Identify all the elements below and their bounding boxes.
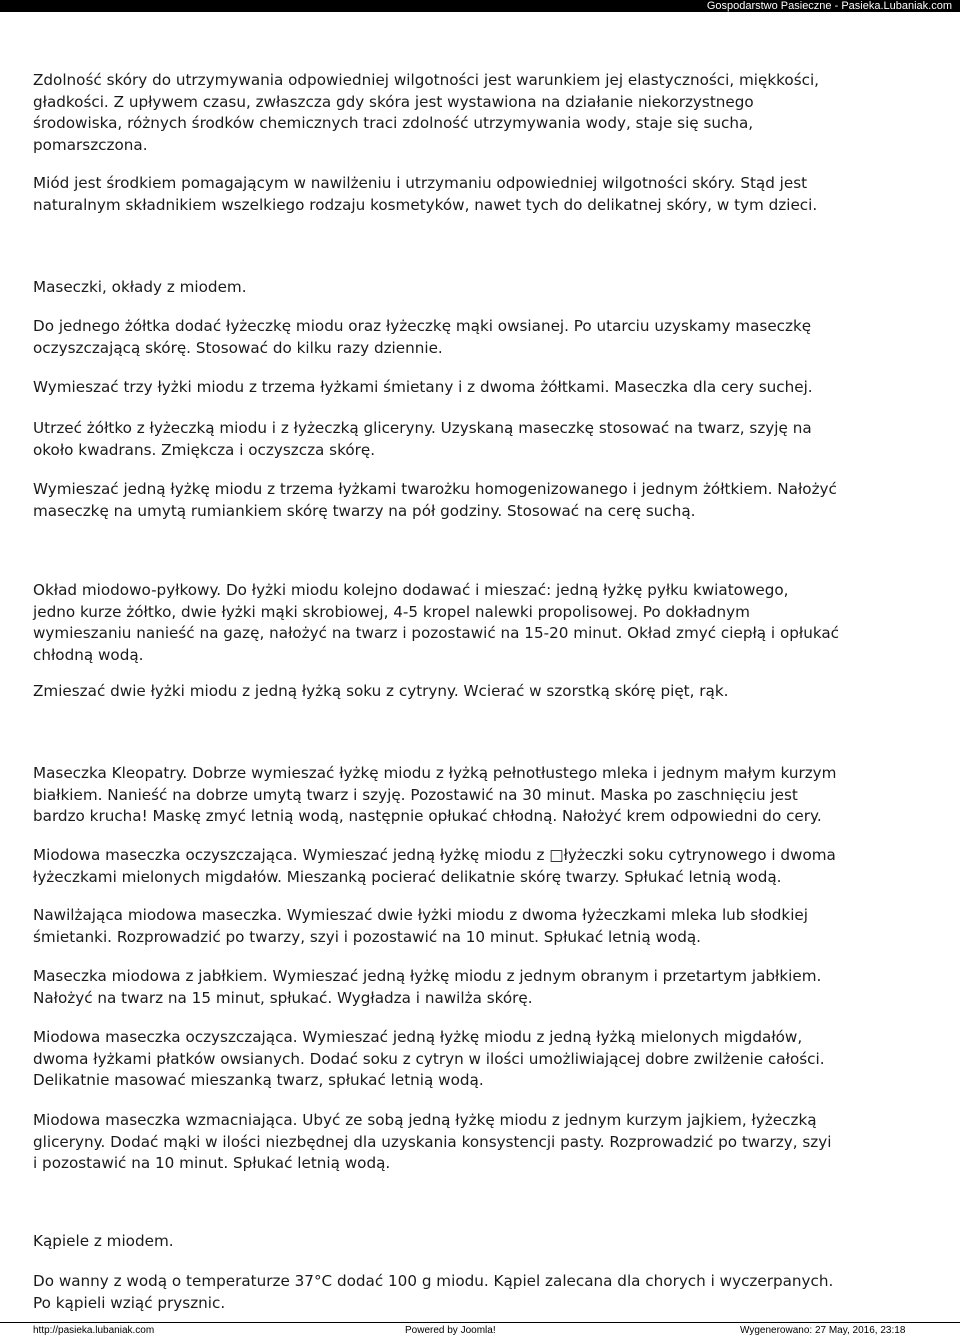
text-line: dwoma łyżkami płatków owsianych. Dodać soku z cytryn w ilości umożliwiającej dobre zwilżenie całości. <box>33 1049 825 1068</box>
text-line: Miodowa maseczka wzmacniająca. Ubyć ze sobą jedną łyżkę miodu z jednym kurzym jajkiem, łyżeczką <box>33 1111 817 1129</box>
text-line: gliceryny. Dodać mąki w ilości niezbędnej dla uzyskania konsystencji pasty. Rozprowadzić po twarzy, szyi <box>33 1132 832 1151</box>
text-line: naturalnym składnikiem wszelkiego rodzaju kosmetyków, nawet tych do delikatnej skóry, w tym dzieci. <box>33 195 818 214</box>
paragraph <box>33 580 928 667</box>
paragraph <box>33 173 928 216</box>
paragraph <box>33 681 928 703</box>
paragraph <box>33 377 928 399</box>
text-line: oczyszczającą skórę. Stosować do kilku razy dziennie. <box>33 338 443 357</box>
text-line: Miodowa maseczka oczyszczająca. Wymieszać jedną łyżkę miodu z □łyżeczki soku cytrynowego i dwoma <box>33 846 836 864</box>
header-bar <box>0 0 960 12</box>
text-line: maseczkę na umytą rumiankiem skórę twarzy na pół godziny. Stosować na cerę suchą. <box>33 501 696 520</box>
text-line: Po kąpieli wziąć prysznic. <box>33 1293 226 1312</box>
site-title: Gospodarstwo Pasieczne - Pasieka.Lubaniak.com <box>706 0 952 12</box>
page-footer <box>0 1322 960 1339</box>
text-line: białkiem. Nanieść na dobrze umytą twarz i szyję. Pozostawić na 30 minut. Maska po zaschnięciu jest <box>33 785 798 804</box>
section-heading <box>33 1231 928 1253</box>
paragraph <box>33 418 928 461</box>
text-line: Delikatnie masować mieszanką twarz, spłukać letnią wodą. <box>33 1071 484 1090</box>
paragraph <box>33 845 928 888</box>
text-line: Utrzeć żółtko z łyżeczką miodu i z łyżeczką gliceryny. Uzyskaną maseczkę stosować na twarz, szyję na <box>33 419 812 437</box>
text-line: Do jednego żółtka dodać łyżeczkę miodu oraz łyżeczkę mąki owsianej. Po utarciu uzyskamy maseczkę <box>33 317 812 335</box>
paragraph <box>33 316 928 359</box>
footer-powered-by: Powered by Joomla! <box>405 1325 496 1336</box>
text-line: wymieszaniu nanieść na gazę, nałożyć na twarz i pozostawić na 15-20 minut. Okład zmyć ciepłą i opłukać <box>33 624 840 643</box>
text-line: śmietanki. Rozprowadzić po twarzy, szyi i pozostawić na 10 minut. Spłukać letnią wodą. <box>33 927 702 946</box>
text-line: i pozostawić na 10 minut. Spłukać letnią wodą. <box>33 1154 391 1173</box>
text-line: Nałożyć na twarz na 15 minut, spłukać. Wygładza i nawilża skórę. <box>33 988 533 1007</box>
text-line: środowiska, różnych środków chemicznych traci zdolność utrzymywania wody, staje się sucha, <box>33 114 754 133</box>
paragraph <box>33 1027 928 1092</box>
text-line: Okład miodowo-pyłkowy. Do łyżki miodu kolejno dodawać i mieszać: jedną łyżkę pyłku kwiatowego, <box>33 581 789 599</box>
text-line: Maseczki, okłady z miodem. <box>33 278 247 296</box>
text-line: Miodowa maseczka oczyszczająca. Wymieszać jedną łyżkę miodu z jedną łyżką mielonych migdałów, <box>33 1028 803 1046</box>
paragraph <box>33 763 928 828</box>
text-line: Zdolność skóry do utrzymywania odpowiedniej wilgotności jest warunkiem jej elastyczności, miękkości, <box>33 71 820 89</box>
paragraph <box>33 905 928 948</box>
text-line: Wymieszać trzy łyżki miodu z trzema łyżkami śmietany i z dwoma żółtkami. Maseczka dla cery suchej. <box>33 378 813 396</box>
text-line: Maseczka miodowa z jabłkiem. Wymieszać jedną łyżkę miodu z jednym obranym i przetartym jabłkiem. <box>33 967 822 985</box>
text-line: Wymieszać jedną łyżkę miodu z trzema łyżkami twarożku homogenizowanego i jednym żółtkiem. Nałożyć <box>33 480 837 498</box>
text-line: bardzo krucha! Maskę zmyć letnią wodą, następnie opłukać chłodną. Nałożyć krem odpowiedni do cery. <box>33 807 822 826</box>
text-line: chłodną wodą. <box>33 646 144 665</box>
text-line: łyżeczkami mielonych migdałów. Mieszanką pocierać delikatnie skórę twarzy. Spłukać letnią wodą. <box>33 867 782 886</box>
text-line: około kwadrans. Zmiękcza i oczyszcza skórę. <box>33 440 376 459</box>
paragraph <box>33 1110 928 1175</box>
text-line: pomarszczona. <box>33 136 148 155</box>
paragraph <box>33 966 928 1009</box>
footer-generated-date: Wygenerowano: 27 May, 2016, 23:18 <box>740 1325 906 1336</box>
text-line: gładkości. Z upływem czasu, zwłaszcza gdy skóra jest wystawiona na działanie niekorzystnego <box>33 92 754 111</box>
text-line: Kąpiele z miodem. <box>33 1232 174 1250</box>
section-heading <box>33 277 928 299</box>
paragraph <box>33 1271 928 1314</box>
paragraph <box>33 70 928 157</box>
text-line: jedno kurze żółtko, dwie łyżki mąki skrobiowej, 4-5 kropel nalewki propolisowej. Po dokładnym <box>33 602 750 621</box>
paragraph <box>33 479 928 522</box>
text-line: Zmieszać dwie łyżki miodu z jedną łyżką soku z cytryny. Wcierać w szorstką skórę pięt, rąk. <box>33 682 729 700</box>
footer-url: http://pasieka.lubaniak.com <box>33 1325 155 1336</box>
text-line: Miód jest środkiem pomagającym w nawilżeniu i utrzymaniu odpowiedniej wilgotności skóry. Stąd jest <box>33 174 808 192</box>
text-line: Maseczka Kleopatry. Dobrze wymieszać łyżkę miodu z łyżką pełnotłustego mleka i jednym małym kurzym <box>33 764 837 782</box>
text-line: Do wanny z wodą o temperaturze 37°C dodać 100 g miodu. Kąpiel zalecana dla chorych i wyczerpanych. <box>33 1272 834 1290</box>
text-line: Nawilżająca miodowa maseczka. Wymieszać dwie łyżki miodu z dwoma łyżeczkami mleka lub słodkiej <box>33 906 808 924</box>
